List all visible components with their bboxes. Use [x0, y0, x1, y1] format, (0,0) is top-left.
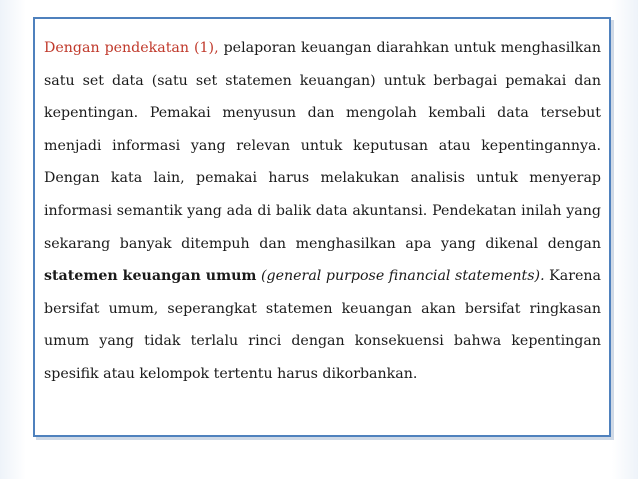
bold-term: statemen keuangan umum — [44, 268, 257, 285]
italic-term: (general purpose financial statements). — [261, 268, 545, 285]
paragraph-text-part2: Karena bersifat umum, seperangkat statemen keuangan akan bersifat ringkasan umum yang tidak terlalu rinci dengan konsekuensi bahwa kepentingan spesifik atau kelompok tertentu harus dikorbankan. — [44, 268, 601, 382]
lead-phrase: Dengan pendekatan (1), — [44, 40, 219, 56]
paragraph-text-part1: pelaporan keuangan diarahkan untuk menghasilkan satu set data (satu set statemen keuangan) untuk berbagai pemakai dan kepentingan. Pemakai menyusun dan mengolah kembali data tersebut menjadi informasi yang relevan untuk keputusan atau kepentingannya. Dengan kata lain, pemakai harus melakukan analisis untuk menyerap informasi semantik yang ada di balik data akuntansi. Pendekatan inilah yang sekarang banyak ditempuh dan menghasilkan apa yang dikenal dengan — [44, 40, 601, 252]
body-paragraph — [44, 32, 601, 391]
text-box — [33, 17, 611, 437]
